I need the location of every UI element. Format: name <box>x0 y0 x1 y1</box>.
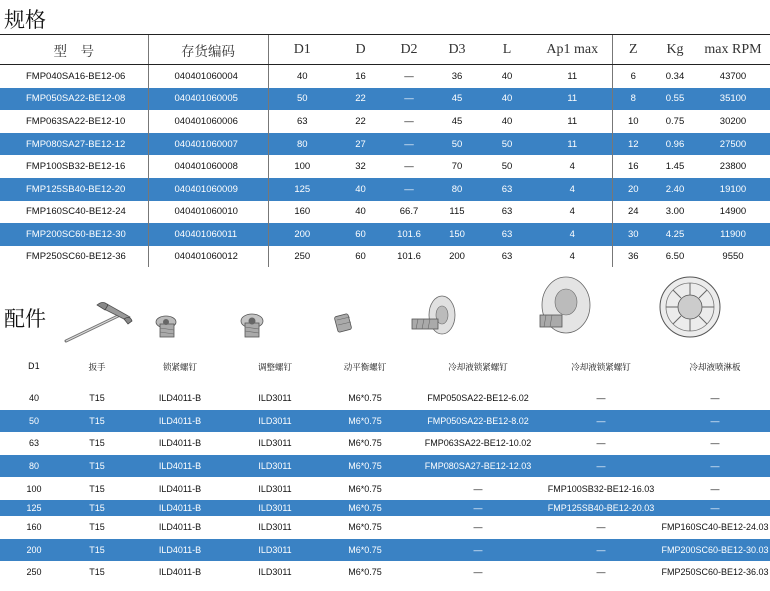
acc-cell-d1: 200 <box>0 539 68 562</box>
spec-cell-d1: 250 <box>268 246 336 267</box>
spec-cell-d2: — <box>404 161 414 173</box>
spec-cell-d1: 125 <box>268 178 336 201</box>
spec-cell-d3: 70 <box>451 161 463 173</box>
spec-cell-kg: 1.45 <box>665 161 685 173</box>
spec-cell-model: FMP063SA22-BE12-10 <box>26 115 126 127</box>
acc-cell-balance-screw: M6*0.75 <box>316 410 414 433</box>
spec-row <box>0 178 770 201</box>
acc-cell-lock-screw: ILD4011-B <box>126 455 234 478</box>
spec-cell-d1: 160 <box>268 201 336 224</box>
spec-cell-code: 040401060009 <box>148 178 268 201</box>
spec-cell-kg: 0.96 <box>654 133 696 156</box>
acc-cell-wrench: T15 <box>89 483 105 494</box>
acc-cell-wrench: T15 <box>89 522 105 533</box>
header-kg: Kg <box>654 35 696 65</box>
spec-cell-kg: 0.34 <box>665 70 685 82</box>
spec-cell-l: 50 <box>481 133 533 156</box>
spec-cell-ap-max: 11 <box>567 70 578 82</box>
acc-cell-adjust-screw: ILD3011 <box>258 567 292 578</box>
coolant-spray-plate-icon <box>660 277 720 337</box>
spec-cell-d: 22 <box>355 115 366 127</box>
accessory-table <box>0 357 770 584</box>
acc-row <box>0 516 770 539</box>
spec-cell-ap-max: 11 <box>567 115 578 127</box>
spec-cell-code: 040401060006 <box>148 110 268 133</box>
acc-cell-wrench: T15 <box>68 410 126 433</box>
spec-cell-code: 040401060005 <box>148 88 268 111</box>
spec-cell-z: 36 <box>612 246 654 267</box>
acc-cell-coolant-plate: — <box>660 455 770 478</box>
spec-cell-d: 40 <box>355 206 366 218</box>
header-z: Z <box>612 35 654 65</box>
acc-cell-d1: 160 <box>26 522 42 533</box>
acc-cell-lock-screw: ILD4011-B <box>158 522 202 533</box>
balance-screw-icon <box>334 313 352 332</box>
acc-cell-adjust-screw: ILD3011 <box>234 410 316 433</box>
acc-cell-d1: 250 <box>26 567 42 578</box>
acc-cell-coolant-lock-screw-2: — <box>542 539 660 562</box>
spec-cell-d2: — <box>385 178 433 201</box>
acc-cell-adjust-screw: ILD3011 <box>234 539 316 562</box>
header-ap: Ap1 max <box>533 35 612 65</box>
spec-cell-d: 40 <box>336 178 385 201</box>
acc-cell-coolant-lock-screw-2: FMP125SB40-BE12-20.03 <box>542 500 660 516</box>
acc-row <box>0 539 770 562</box>
header-model: 型 号 <box>0 35 148 65</box>
spec-cell-kg: 0.75 <box>665 115 685 127</box>
acc-header-coolant-plate: 冷却液喷淋板 <box>689 363 741 373</box>
acc-header-d1: D1 <box>28 362 40 372</box>
acc-cell-coolant-lock-screw-2: — <box>596 567 606 578</box>
spec-cell-z: 8 <box>612 88 654 111</box>
adjust-screw-icon <box>241 314 263 337</box>
spec-cell-d3: 45 <box>451 115 463 127</box>
acc-cell-coolant-lock-screw: FMP080SA27-BE12-12.03 <box>414 455 542 478</box>
acc-row <box>0 387 770 410</box>
spec-cell-kg: 3.00 <box>665 206 685 218</box>
header-rpm: max RPM <box>696 35 770 65</box>
spec-cell-d: 60 <box>355 250 366 262</box>
acc-cell-d1: 40 <box>28 393 39 404</box>
acc-cell-coolant-lock-screw: FMP063SA22-BE12-10.02 <box>424 438 532 449</box>
spec-cell-l: 63 <box>501 250 513 262</box>
spec-row <box>0 201 770 224</box>
spec-cell-model: FMP080SA27-BE12-12 <box>0 133 148 156</box>
spec-cell-max-rpm: 14900 <box>719 206 747 218</box>
spec-cell-d1: 200 <box>268 223 336 246</box>
acc-row <box>0 455 770 478</box>
spec-cell-kg: 4.25 <box>654 223 696 246</box>
acc-cell-d1: 100 <box>26 483 42 494</box>
acc-cell-coolant-plate: FMP160SC40-BE12-24.03 <box>661 522 769 533</box>
acc-section-title: 配件 <box>4 307 46 331</box>
spec-cell-max-rpm: 23800 <box>719 161 747 173</box>
acc-cell-d1: 125 <box>0 500 68 516</box>
acc-cell-adjust-screw: ILD3011 <box>234 455 316 478</box>
spec-cell-code: 040401060011 <box>148 223 268 246</box>
spec-cell-d: 60 <box>336 223 385 246</box>
acc-cell-balance-screw: M6*0.75 <box>348 483 382 494</box>
acc-cell-coolant-lock-screw-2: — <box>542 410 660 433</box>
spec-cell-z: 16 <box>612 155 654 178</box>
acc-cell-coolant-plate: — <box>660 410 770 433</box>
spec-cell-d2: — <box>404 70 414 82</box>
acc-cell-balance-screw: M6*0.75 <box>316 455 414 478</box>
spec-cell-ap-max: 4 <box>533 178 612 201</box>
acc-row <box>0 477 770 500</box>
acc-cell-adjust-screw: ILD3011 <box>258 438 292 449</box>
acc-cell-balance-screw: M6*0.75 <box>348 522 382 533</box>
acc-cell-coolant-lock-screw: — <box>414 539 542 562</box>
spec-cell-max-rpm: 19100 <box>696 178 770 201</box>
acc-cell-coolant-lock-screw: — <box>473 567 483 578</box>
acc-cell-lock-screw: ILD4011-B <box>158 483 202 494</box>
spec-cell-code: 040401060004 <box>148 65 268 88</box>
header-d: D <box>336 35 385 65</box>
spec-cell-model: FMP040SA16-BE12-06 <box>26 70 126 82</box>
acc-cell-coolant-plate: — <box>710 483 720 494</box>
spec-cell-kg: 6.50 <box>665 250 685 262</box>
acc-cell-coolant-lock-screw-2: — <box>596 438 606 449</box>
spec-cell-l: 40 <box>501 70 513 82</box>
header-code: 存货编码 <box>148 35 268 65</box>
spec-cell-l: 40 <box>501 115 513 127</box>
acc-cell-wrench: T15 <box>68 500 126 516</box>
spec-row <box>0 133 770 156</box>
spec-cell-ap-max: 4 <box>533 223 612 246</box>
spec-row <box>0 65 770 88</box>
spec-row <box>0 110 770 133</box>
spec-cell-model: FMP250SC60-BE12-36 <box>26 250 126 262</box>
spec-cell-z: 10 <box>612 110 654 133</box>
acc-cell-wrench: T15 <box>68 539 126 562</box>
spec-cell-l: 63 <box>481 223 533 246</box>
spec-cell-d1: 63 <box>268 110 336 133</box>
lock-screw-icon <box>156 316 176 337</box>
spec-cell-code: 040401060007 <box>148 133 268 156</box>
acc-cell-lock-screw: ILD4011-B <box>158 393 202 404</box>
acc-row <box>0 500 770 516</box>
spec-cell-code: 040401060008 <box>148 155 268 178</box>
spec-cell-d: 32 <box>355 161 366 173</box>
coolant-lock-screw-large-icon <box>540 277 590 333</box>
spec-cell-model: FMP100SB32-BE12-16 <box>26 161 126 173</box>
acc-spacer-row <box>0 377 770 387</box>
acc-cell-wrench: T15 <box>89 438 105 449</box>
spec-row <box>0 155 770 178</box>
spec-cell-ap-max: 4 <box>569 206 575 218</box>
acc-row <box>0 432 770 455</box>
spec-cell-d2: — <box>404 115 414 127</box>
spec-cell-max-rpm: 11900 <box>696 223 770 246</box>
acc-cell-balance-screw: M6*0.75 <box>348 393 382 404</box>
acc-cell-coolant-plate: FMP250SC60-BE12-36.03 <box>661 567 769 578</box>
acc-cell-d1: 63 <box>28 438 39 449</box>
acc-cell-coolant-lock-screw-2: — <box>542 455 660 478</box>
spec-cell-code: 040401060012 <box>148 246 268 267</box>
spec-cell-d3: 36 <box>451 70 463 82</box>
spec-cell-z: 6 <box>612 65 654 88</box>
spec-cell-d2: 66.7 <box>399 206 419 218</box>
spec-cell-max-rpm: 30200 <box>719 115 747 127</box>
acc-cell-wrench: T15 <box>89 567 105 578</box>
spec-cell-kg: 0.55 <box>654 88 696 111</box>
spec-cell-model: FMP050SA22-BE12-08 <box>0 88 148 111</box>
acc-cell-coolant-lock-screw: FMP050SA22-BE12-8.02 <box>414 410 542 433</box>
acc-cell-coolant-lock-screw-2: — <box>596 393 606 404</box>
spec-cell-d: 22 <box>336 88 385 111</box>
spec-section-title: 规格 <box>4 8 46 32</box>
acc-cell-coolant-plate: — <box>710 393 720 404</box>
acc-header-adjust-screw: 调整螺钉 <box>257 363 292 373</box>
spec-cell-d: 16 <box>355 70 366 82</box>
acc-cell-balance-screw: M6*0.75 <box>316 539 414 562</box>
spec-cell-d3: 115 <box>449 206 465 218</box>
spec-cell-d3: 150 <box>433 223 481 246</box>
acc-cell-lock-screw: ILD4011-B <box>126 539 234 562</box>
spec-table <box>0 34 770 267</box>
spec-cell-ap-max: 4 <box>569 161 575 173</box>
acc-header-coolant-lock-screw: 冷却液锁紧螺钉 <box>448 363 508 373</box>
acc-header-balance-screw: 动平衡螺钉 <box>343 363 387 373</box>
spec-cell-ap-max: 11 <box>533 88 612 111</box>
acc-cell-coolant-plate: — <box>660 500 770 516</box>
coolant-lock-screw-icon <box>412 296 455 334</box>
spec-cell-d1: 80 <box>268 133 336 156</box>
spec-cell-d: 27 <box>336 133 385 156</box>
acc-cell-balance-screw: M6*0.75 <box>348 567 382 578</box>
spec-cell-max-rpm: 43700 <box>719 70 747 82</box>
spec-row <box>0 88 770 111</box>
acc-cell-d1: 80 <box>0 455 68 478</box>
acc-cell-lock-screw: ILD4011-B <box>126 500 234 516</box>
wrench-icon <box>66 303 132 342</box>
header-d1: D1 <box>268 35 336 65</box>
acc-cell-wrench: T15 <box>89 393 105 404</box>
acc-cell-adjust-screw: ILD3011 <box>258 393 292 404</box>
spec-cell-kg: 2.40 <box>654 178 696 201</box>
acc-cell-balance-screw: M6*0.75 <box>348 438 382 449</box>
spec-cell-model: FMP160SC40-BE12-24 <box>26 206 126 218</box>
spec-row <box>0 223 770 246</box>
spec-cell-z: 24 <box>612 201 654 224</box>
spec-cell-d3: 50 <box>433 133 481 156</box>
acc-cell-coolant-plate: — <box>710 438 720 449</box>
spec-cell-d1: 40 <box>268 65 336 88</box>
acc-cell-coolant-lock-screw: FMP050SA22-BE12-6.02 <box>427 393 529 404</box>
header-l: L <box>481 35 533 65</box>
acc-cell-lock-screw: ILD4011-B <box>126 410 234 433</box>
spec-cell-d2: — <box>385 88 433 111</box>
spec-cell-model: FMP200SC60-BE12-30 <box>0 223 148 246</box>
accessory-images <box>0 275 770 360</box>
spec-cell-z: 20 <box>612 178 654 201</box>
spec-row <box>0 246 770 267</box>
acc-cell-adjust-screw: ILD3011 <box>258 483 292 494</box>
spec-header-row <box>0 35 770 65</box>
header-d3: D3 <box>433 35 481 65</box>
spec-cell-ap-max: 11 <box>533 133 612 156</box>
acc-cell-coolant-lock-screw-2: — <box>596 522 606 533</box>
spec-cell-l: 40 <box>481 88 533 111</box>
acc-cell-lock-screw: ILD4011-B <box>158 438 202 449</box>
acc-header-wrench: 扳手 <box>88 363 106 373</box>
spec-cell-d3: 200 <box>449 250 465 262</box>
acc-cell-coolant-lock-screw-2: FMP100SB32-BE12-16.03 <box>547 483 655 494</box>
acc-row <box>0 410 770 433</box>
spec-cell-z: 30 <box>612 223 654 246</box>
acc-row <box>0 561 770 584</box>
spec-cell-d2: 101.6 <box>397 250 421 262</box>
header-d2: D2 <box>385 35 433 65</box>
acc-header-lock-screw: 锁紧螺钉 <box>162 363 197 373</box>
spec-cell-ap-max: 4 <box>569 250 575 262</box>
acc-cell-coolant-plate: FMP200SC60-BE12-30.03 <box>660 539 770 562</box>
acc-cell-lock-screw: ILD4011-B <box>158 567 202 578</box>
acc-cell-adjust-screw: ILD3011 <box>258 522 292 533</box>
acc-cell-coolant-lock-screw: — <box>473 522 483 533</box>
spec-cell-d3: 80 <box>433 178 481 201</box>
acc-cell-adjust-screw: ILD3011 <box>234 500 316 516</box>
spec-cell-d1: 50 <box>268 88 336 111</box>
spec-cell-l: 50 <box>501 161 513 173</box>
spec-cell-max-rpm: 9550 <box>722 250 744 262</box>
acc-cell-wrench: T15 <box>68 455 126 478</box>
acc-header-coolant-lock-screw-2: 冷却液锁紧螺钉 <box>571 363 631 373</box>
spec-cell-d2: 101.6 <box>385 223 433 246</box>
acc-cell-coolant-lock-screw: — <box>473 483 483 494</box>
acc-cell-balance-screw: M6*0.75 <box>316 500 414 516</box>
spec-cell-d1: 100 <box>268 155 336 178</box>
spec-cell-max-rpm: 35100 <box>696 88 770 111</box>
spec-cell-max-rpm: 27500 <box>696 133 770 156</box>
acc-cell-d1: 50 <box>0 410 68 433</box>
spec-cell-d2: — <box>385 133 433 156</box>
spec-cell-model: FMP125SB40-BE12-20 <box>0 178 148 201</box>
spec-cell-d3: 45 <box>433 88 481 111</box>
acc-cell-coolant-lock-screw: — <box>414 500 542 516</box>
spec-cell-code: 040401060010 <box>148 201 268 224</box>
acc-header-row <box>0 357 770 377</box>
spec-cell-l: 63 <box>501 206 513 218</box>
spec-cell-l: 63 <box>481 178 533 201</box>
spec-cell-z: 12 <box>612 133 654 156</box>
acc-spacer-cell <box>0 377 770 387</box>
